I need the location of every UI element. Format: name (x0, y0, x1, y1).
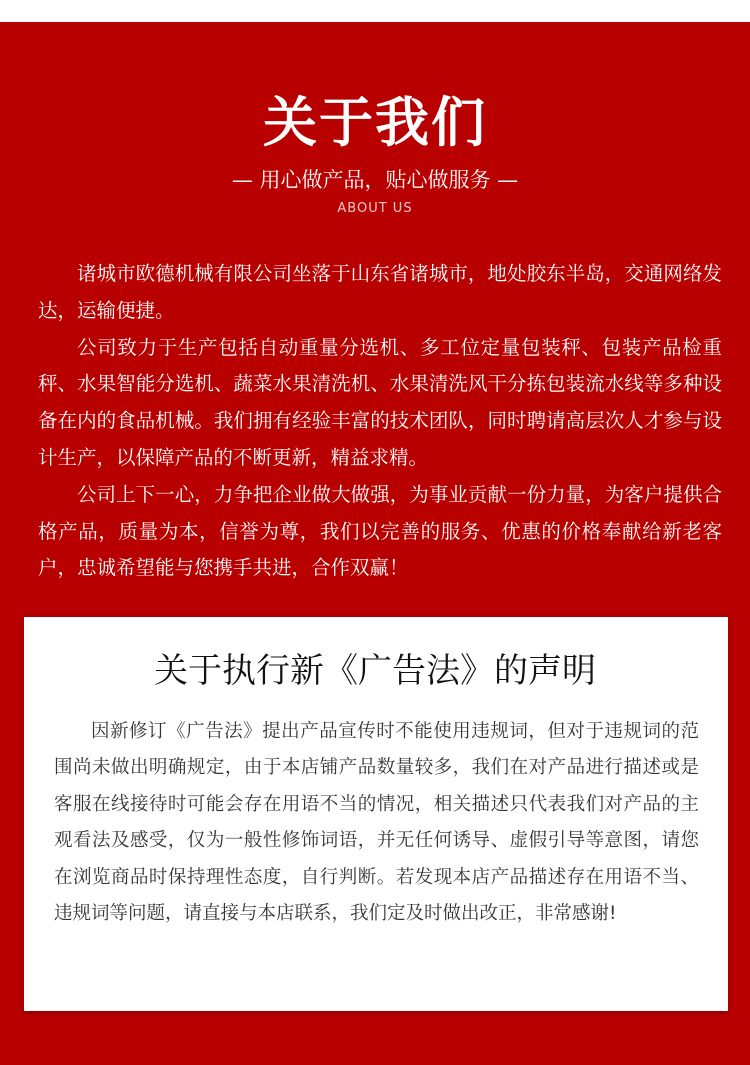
about-paragraph: 公司上下一心，力争把企业做大做强，为事业贡献一份力量，为客户提供合格产品，质量为本，信誉为尊，我们以完善的服务、优惠的价格奉献给新老客户，忠诚希望能与您携手共进，合作双赢！ (38, 482, 722, 580)
notice-title: 关于执行新《广告法》的声明 (154, 651, 596, 691)
subtitle-about-us: ABOUT US (337, 201, 413, 216)
about-paragraph: 公司致力于生产包括自动重量分选机、多工位定量包装秤、包装产品检重秤、水果智能分选机、蔬菜水果清洗机、水果清洗风干分拣包装流水线等多种设备在内的食品机械。我们拥有经验丰富的技术团队，同时聘请高层次人才参与设计生产，以保障产品的不断更新，精益求精。 (38, 335, 722, 469)
about-paragraph: 诸城市欧德机械有限公司坐落于山东省诸城市，地处胶东半岛，交通网络发达，运输便捷。 (38, 262, 722, 322)
page-title: 关于我们 (263, 91, 487, 154)
notice-paragraph: 因新修订《广告法》提出产品宣传时不能使用违规词，但对于违规词的范围尚未做出明确规定，由于本店铺产品数量较多，我们在对产品进行描述或是客服在线接待时可能会存在用语不当的情况，相关描述只代表我们对产品的主观看法及感受，仅为一般性修饰词语，并无任何诱导、虚假引导等意图，请您在浏览商品时保持理性态度，自行判断。若发现本店产品描述存在用语不当、违规词等问题，请直接与本店联系，我们定及时做出改正，非常感谢! (54, 721, 699, 925)
slogan: — 用心做产品，贴心做服务 — (231, 168, 519, 192)
about-description (38, 256, 722, 587)
notice-body (54, 714, 699, 932)
